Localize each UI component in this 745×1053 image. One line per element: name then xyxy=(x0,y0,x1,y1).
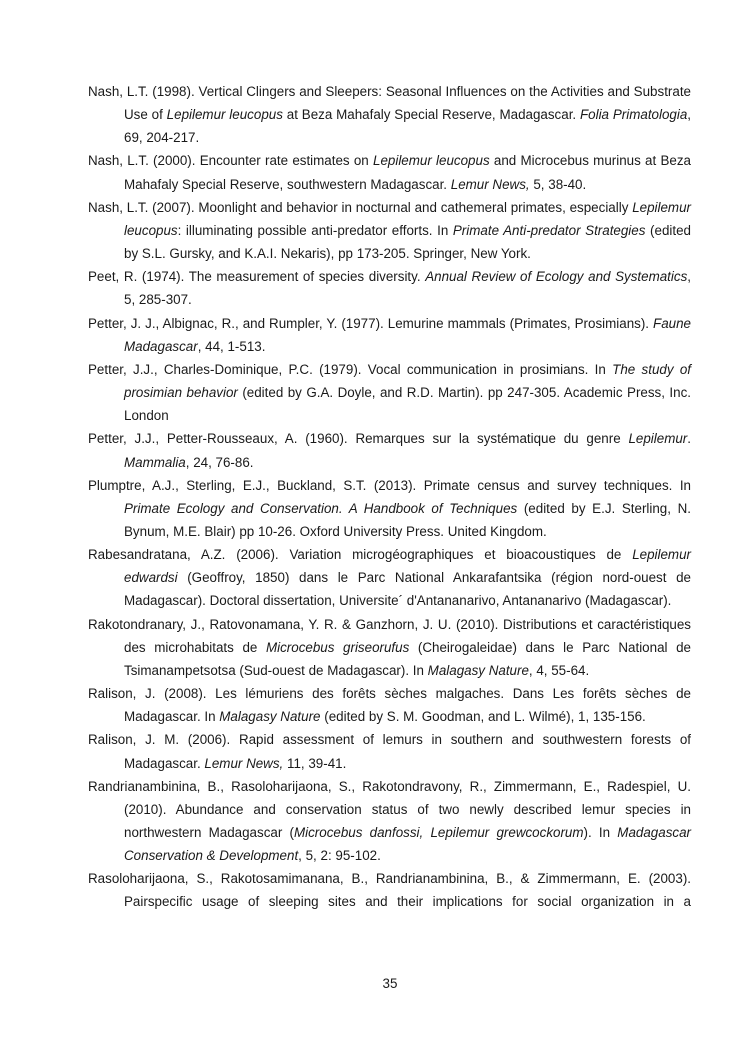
reference-italic-text: Microcebus danfossi, Lepilemur grewcockorum xyxy=(293,825,584,840)
reference-italic-text: Lepilemur leucopus xyxy=(124,199,691,238)
reference-text: (edited by E.J. Sterling, N. Bynum, M.E. Blair) pp 10-26. Oxford University Press. United Kingdom. xyxy=(124,500,691,539)
reference-entry xyxy=(88,196,691,265)
reference-italic-text: Lepilemur leucopus xyxy=(373,153,490,169)
reference-italic-text: Primate Anti-predator Strategies xyxy=(452,222,646,238)
page-number: 35 xyxy=(382,976,398,991)
reference-entry xyxy=(88,149,691,195)
reference-list xyxy=(88,80,691,914)
reference-text: Nash, L.T. (2000). Encounter rate estimates on xyxy=(88,153,373,169)
reference-entry xyxy=(88,265,691,311)
reference-text: : illuminating possible anti-predator efforts. In xyxy=(177,222,453,238)
reference-entry xyxy=(88,775,691,868)
reference-text: (edited by S. M. Goodman, and L. Wilmé), 1, 135-156. xyxy=(320,709,646,725)
reference-text: at Beza Mahafaly Special Reserve, Madagascar. xyxy=(282,107,580,123)
reference-italic-text: Lemur News, xyxy=(450,176,530,192)
reference-text: ). In xyxy=(583,825,618,840)
reference-text: Rabesandratana, A.Z. (2006). Variation microgéographiques et bioacoustiques de xyxy=(88,547,633,563)
reference-text: Rasoloharijaona, S., Rakotosamimanana, B., Randrianambinina, B., & Zimmermann, E. (2003). Pairspecific usage of sleeping sites and their implications for social organization in a xyxy=(88,871,691,910)
reference-italic-text: Malagasy Nature xyxy=(219,709,321,725)
reference-entry xyxy=(88,474,691,543)
reference-text: Peet, R. (1974). The measurement of species diversity. xyxy=(88,269,426,285)
reference-italic-text: Mammalia xyxy=(124,454,186,470)
reference-text: 11, 39-41. xyxy=(283,755,347,771)
reference-text: Rakotondranary, J., Ratovonamana, Y. R. & Ganzhorn, J. U. (2010). Distributions et caractéristiques des microhabitats de xyxy=(88,616,691,655)
reference-entry xyxy=(88,728,691,774)
reference-text: , 44, 1-513. xyxy=(197,338,266,354)
reference-italic-text: Primate Ecology and Conservation. A Handbook of Techniques xyxy=(124,500,518,516)
reference-text: 5, 38-40. xyxy=(529,176,587,192)
reference-entry xyxy=(88,312,691,358)
reference-text: Petter, J. J., Albignac, R., and Rumpler, Y. (1977). Lemurine mammals (Primates, Prosimians). xyxy=(88,315,654,331)
reference-italic-text: The study of prosimian behavior xyxy=(124,361,691,401)
reference-text: and Microcebus murinus at Beza Mahafaly Special Reserve, southwestern Madagascar. xyxy=(124,153,691,192)
reference-text: Ralison, J. M. (2006). Rapid assessment of lemurs in southern and southwestern forests of Madagascar. xyxy=(88,732,691,771)
reference-text: , 5, 285-307. xyxy=(124,269,691,308)
reference-text: (Cheirogaleidae) dans le Parc National de Tsimanampetsotsa (Sud-ouest de Madagascar). In xyxy=(124,639,691,678)
reference-italic-text: Lepilemur edwardsi xyxy=(124,547,691,586)
reference-entry xyxy=(88,613,691,682)
reference-text: Plumptre, A.J., Sterling, E.J., Buckland, S.T. (2013). Primate census and survey techniques. In xyxy=(88,477,691,493)
reference-italic-text: Microcebus griseorufus xyxy=(265,639,410,655)
reference-text: Randrianambinina, B., Rasoloharijaona, S., Rakotondravony, R., Zimmermann, E., Radespiel, U. (2010). Abundance and conservation status of two newly described lemur species in northwestern Madagascar ( xyxy=(88,778,691,840)
reference-italic-text: Annual Review of Ecology and Systematics xyxy=(425,269,688,285)
reference-text: . xyxy=(687,431,691,447)
reference-entry xyxy=(88,80,691,149)
reference-text: Petter, J.J., Petter-Rousseaux, A. (1960). Remarques sur la systématique du genre xyxy=(88,431,629,447)
reference-text: Ralison, J. (2008). Les lémuriens des forêts sèches malgaches. Dans Les forêts sèches de Madagascar. In xyxy=(88,686,691,725)
reference-italic-text: Folia Primatologia xyxy=(579,107,688,123)
reference-text: , 69, 204-217. xyxy=(124,107,692,146)
reference-italic-text: Malagasy Nature xyxy=(427,662,529,678)
reference-entry xyxy=(88,682,691,728)
reference-italic-text: Lemur News, xyxy=(204,755,284,771)
reference-italic-text: Lepilemur leucopus xyxy=(166,107,283,123)
reference-text: (edited by G.A. Doyle, and R.D. Martin). pp 247-305. Academic Press, Inc. London xyxy=(124,385,691,424)
reference-text: Nash, L.T. (2007). Moonlight and behavior in nocturnal and cathemeral primates, especially xyxy=(88,199,633,215)
reference-text: Petter, J.J., Charles-Dominique, P.C. (1979). Vocal communication in prosimians. In xyxy=(88,361,613,377)
reference-entry xyxy=(88,427,691,473)
reference-text: (Geoffroy, 1850) dans le Parc National Ankarafantsika (région nord-ouest de Madagascar). Doctoral dissertation, Universite´ d'Antananarivo, Antananarivo (Madagascar). xyxy=(124,570,691,609)
reference-entry xyxy=(88,543,691,612)
reference-text: Nash, L.T. (1998). Vertical Clingers and Sleepers: Seasonal Influences on the Activities and Substrate Use of xyxy=(88,84,691,123)
reference-text: (edited by S.L. Gursky, and K.A.I. Nekaris), pp 173-205. Springer, New York. xyxy=(124,222,691,262)
reference-text: , 24, 76-86. xyxy=(185,454,254,470)
reference-text: , 5, 2: 95-102. xyxy=(298,848,381,864)
reference-italic-text: Lepilemur xyxy=(628,431,688,447)
reference-text: , 4, 55-64. xyxy=(528,662,590,678)
reference-italic-text: Madagascar Conservation & Development xyxy=(124,825,691,864)
reference-entry xyxy=(88,358,691,427)
reference-italic-text: Faune Madagascar xyxy=(124,315,691,354)
reference-entry xyxy=(88,867,691,913)
